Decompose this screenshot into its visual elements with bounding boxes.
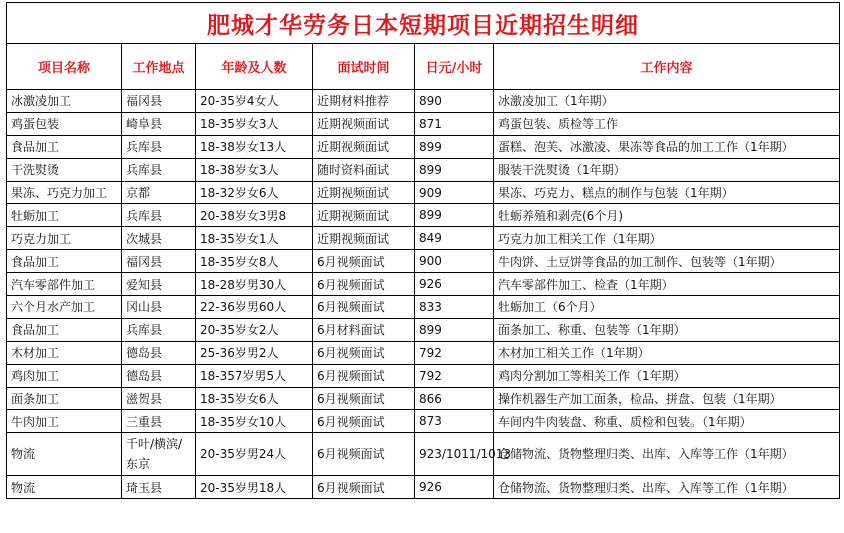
table-row: [7, 318, 840, 341]
project-name-cell: 牛肉加工: [7, 410, 122, 433]
location-cell: 德岛县: [122, 364, 196, 387]
project-name-cell: 食品加工: [7, 250, 122, 273]
project-name-cell: 汽车零部件加工: [7, 273, 122, 296]
project-name-cell: 鸡蛋包装: [7, 112, 122, 135]
job-content-cell: 巧克力加工相关工作（1年期）: [494, 227, 840, 250]
header-wage: 日元/小时: [415, 44, 494, 90]
wage-cell: 926: [415, 273, 494, 296]
table-row: [7, 204, 840, 227]
table-row: [7, 227, 840, 250]
wage-cell: 926: [415, 476, 494, 499]
location-cell: 兵库县: [122, 318, 196, 341]
age-count-cell: 22-36岁男60人: [196, 296, 313, 319]
age-count-cell: 18-35岁女10人: [196, 410, 313, 433]
age-count-cell: 20-35岁男18人: [196, 476, 313, 499]
header-job-content: 工作内容: [494, 44, 840, 90]
job-content-cell: 车间内牛肉装盘、称重、质检和包装。（1年期）: [494, 410, 840, 433]
project-name-cell: 木材加工: [7, 341, 122, 364]
age-count-cell: 18-38岁女13人: [196, 135, 313, 158]
age-count-cell: 20-38岁女3男8: [196, 204, 313, 227]
project-name-cell: 物流: [7, 433, 122, 476]
wage-cell: 899: [415, 318, 494, 341]
interview-time-cell: 近期视频面试: [313, 112, 415, 135]
recruitment-table: [6, 2, 840, 499]
project-name-cell: 牡蛎加工: [7, 204, 122, 227]
wage-cell: 833: [415, 296, 494, 319]
age-count-cell: 18-357岁男5人: [196, 364, 313, 387]
location-cell: 次城县: [122, 227, 196, 250]
age-count-cell: 20-35岁女2人: [196, 318, 313, 341]
wage-cell: 899: [415, 135, 494, 158]
interview-time-cell: 6月视频面试: [313, 387, 415, 410]
job-content-cell: 汽车零部件加工、检查（1年期）: [494, 273, 840, 296]
table-row: [7, 410, 840, 433]
location-cell: 滋贺县: [122, 387, 196, 410]
age-count-cell: 18-32岁女6人: [196, 181, 313, 204]
interview-time-cell: 随时资料面试: [313, 158, 415, 181]
project-name-cell: 果冻、巧克力加工: [7, 181, 122, 204]
job-content-cell: 蛋糕、泡芙、冰激凌、果冻等食品的加工工作（1年期）: [494, 135, 840, 158]
job-content-cell: 服装干洗熨烫（1年期）: [494, 158, 840, 181]
project-name-cell: 鸡肉加工: [7, 364, 122, 387]
table-row: [7, 433, 840, 476]
interview-time-cell: 6月视频面试: [313, 273, 415, 296]
table-body: [7, 90, 840, 499]
job-content-cell: 果冻、巧克力、糕点的制作与包装（1年期）: [494, 181, 840, 204]
table-row: [7, 181, 840, 204]
interview-time-cell: 6月视频面试: [313, 250, 415, 273]
location-cell: 琦玉县: [122, 476, 196, 499]
job-content-cell: 仓储物流、货物整理归类、出库、入库等工作（1年期）: [494, 476, 840, 499]
table-row: [7, 364, 840, 387]
job-content-cell: 鸡肉分割加工等相关工作（1年期）: [494, 364, 840, 387]
age-count-cell: 18-35岁女1人: [196, 227, 313, 250]
wage-cell: 900: [415, 250, 494, 273]
table-row: [7, 135, 840, 158]
location-cell: 福冈县: [122, 90, 196, 113]
location-cell: 兵库县: [122, 204, 196, 227]
project-name-cell: 面条加工: [7, 387, 122, 410]
location-cell: 德岛县: [122, 341, 196, 364]
job-content-cell: 面条加工、称重、包装等（1年期）: [494, 318, 840, 341]
header-project-name: 项目名称: [7, 44, 122, 90]
location-cell: 京都: [122, 181, 196, 204]
table-row: [7, 387, 840, 410]
job-content-cell: 鸡蛋包装、质检等工作: [494, 112, 840, 135]
project-name-cell: 干洗熨烫: [7, 158, 122, 181]
job-content-cell: 牡蛎养殖和剥壳(6个月): [494, 204, 840, 227]
table-row: [7, 90, 840, 113]
interview-time-cell: 6月材料面试: [313, 318, 415, 341]
table-row: [7, 250, 840, 273]
job-content-cell: 冰激凌加工（1年期）: [494, 90, 840, 113]
location-cell: 爱知县: [122, 273, 196, 296]
job-content-cell: 木材加工相关工作（1年期）: [494, 341, 840, 364]
wage-cell: 792: [415, 341, 494, 364]
job-content-cell: 操作机器生产加工面条，检品、拼盘、包装（1年期）: [494, 387, 840, 410]
interview-time-cell: 近期视频面试: [313, 135, 415, 158]
wage-cell: 923/1011/1013: [415, 433, 494, 476]
project-name-cell: 食品加工: [7, 318, 122, 341]
table-row: [7, 158, 840, 181]
interview-time-cell: 6月视频面试: [313, 476, 415, 499]
location-cell: 冈山县: [122, 296, 196, 319]
wage-cell: 871: [415, 112, 494, 135]
location-cell: 千叶/横滨/东京: [122, 433, 196, 476]
age-count-cell: 18-35岁女6人: [196, 387, 313, 410]
location-cell: 三重县: [122, 410, 196, 433]
location-cell: 兵库县: [122, 158, 196, 181]
job-content-cell: 牛肉饼、土豆饼等食品的加工制作、包装等（1年期）: [494, 250, 840, 273]
header-location: 工作地点: [122, 44, 196, 90]
project-name-cell: 六个月水产加工: [7, 296, 122, 319]
interview-time-cell: 近期材料推荐: [313, 90, 415, 113]
project-name-cell: 食品加工: [7, 135, 122, 158]
header-age-count: 年龄及人数: [196, 44, 313, 90]
age-count-cell: 18-38岁女3人: [196, 158, 313, 181]
wage-cell: 866: [415, 387, 494, 410]
interview-time-cell: 近期视频面试: [313, 204, 415, 227]
wage-cell: 849: [415, 227, 494, 250]
wage-cell: 890: [415, 90, 494, 113]
table-row: [7, 341, 840, 364]
interview-time-cell: 6月视频面试: [313, 341, 415, 364]
table-row: [7, 476, 840, 499]
interview-time-cell: 近期视频面试: [313, 181, 415, 204]
location-cell: 福冈县: [122, 250, 196, 273]
job-content-cell: 牡蛎加工（6个月）: [494, 296, 840, 319]
age-count-cell: 18-28岁男30人: [196, 273, 313, 296]
interview-time-cell: 6月视频面试: [313, 364, 415, 387]
location-cell: 兵库县: [122, 135, 196, 158]
title-row: [7, 3, 840, 44]
wage-cell: 899: [415, 158, 494, 181]
project-name-cell: 冰激凌加工: [7, 90, 122, 113]
interview-time-cell: 6月视频面试: [313, 433, 415, 476]
project-name-cell: 物流: [7, 476, 122, 499]
table-row: [7, 112, 840, 135]
interview-time-cell: 近期视频面试: [313, 227, 415, 250]
project-name-cell: 巧克力加工: [7, 227, 122, 250]
wage-cell: 899: [415, 204, 494, 227]
job-content-cell: 仓储物流、货物整理归类、出库、入库等工作（1年期）: [494, 433, 840, 476]
age-count-cell: 18-35岁女8人: [196, 250, 313, 273]
wage-cell: 873: [415, 410, 494, 433]
age-count-cell: 25-36岁男2人: [196, 341, 313, 364]
age-count-cell: 18-35岁女3人: [196, 112, 313, 135]
header-row: [7, 44, 840, 90]
table-row: [7, 273, 840, 296]
interview-time-cell: 6月视频面试: [313, 296, 415, 319]
interview-time-cell: 6月视频面试: [313, 410, 415, 433]
age-count-cell: 20-35岁4女人: [196, 90, 313, 113]
wage-cell: 792: [415, 364, 494, 387]
header-interview-time: 面试时间: [313, 44, 415, 90]
table-title: 肥城才华劳务日本短期项目近期招生明细: [7, 3, 840, 44]
age-count-cell: 20-35岁男24人: [196, 433, 313, 476]
location-cell: 崎阜县: [122, 112, 196, 135]
table-row: [7, 296, 840, 319]
wage-cell: 909: [415, 181, 494, 204]
